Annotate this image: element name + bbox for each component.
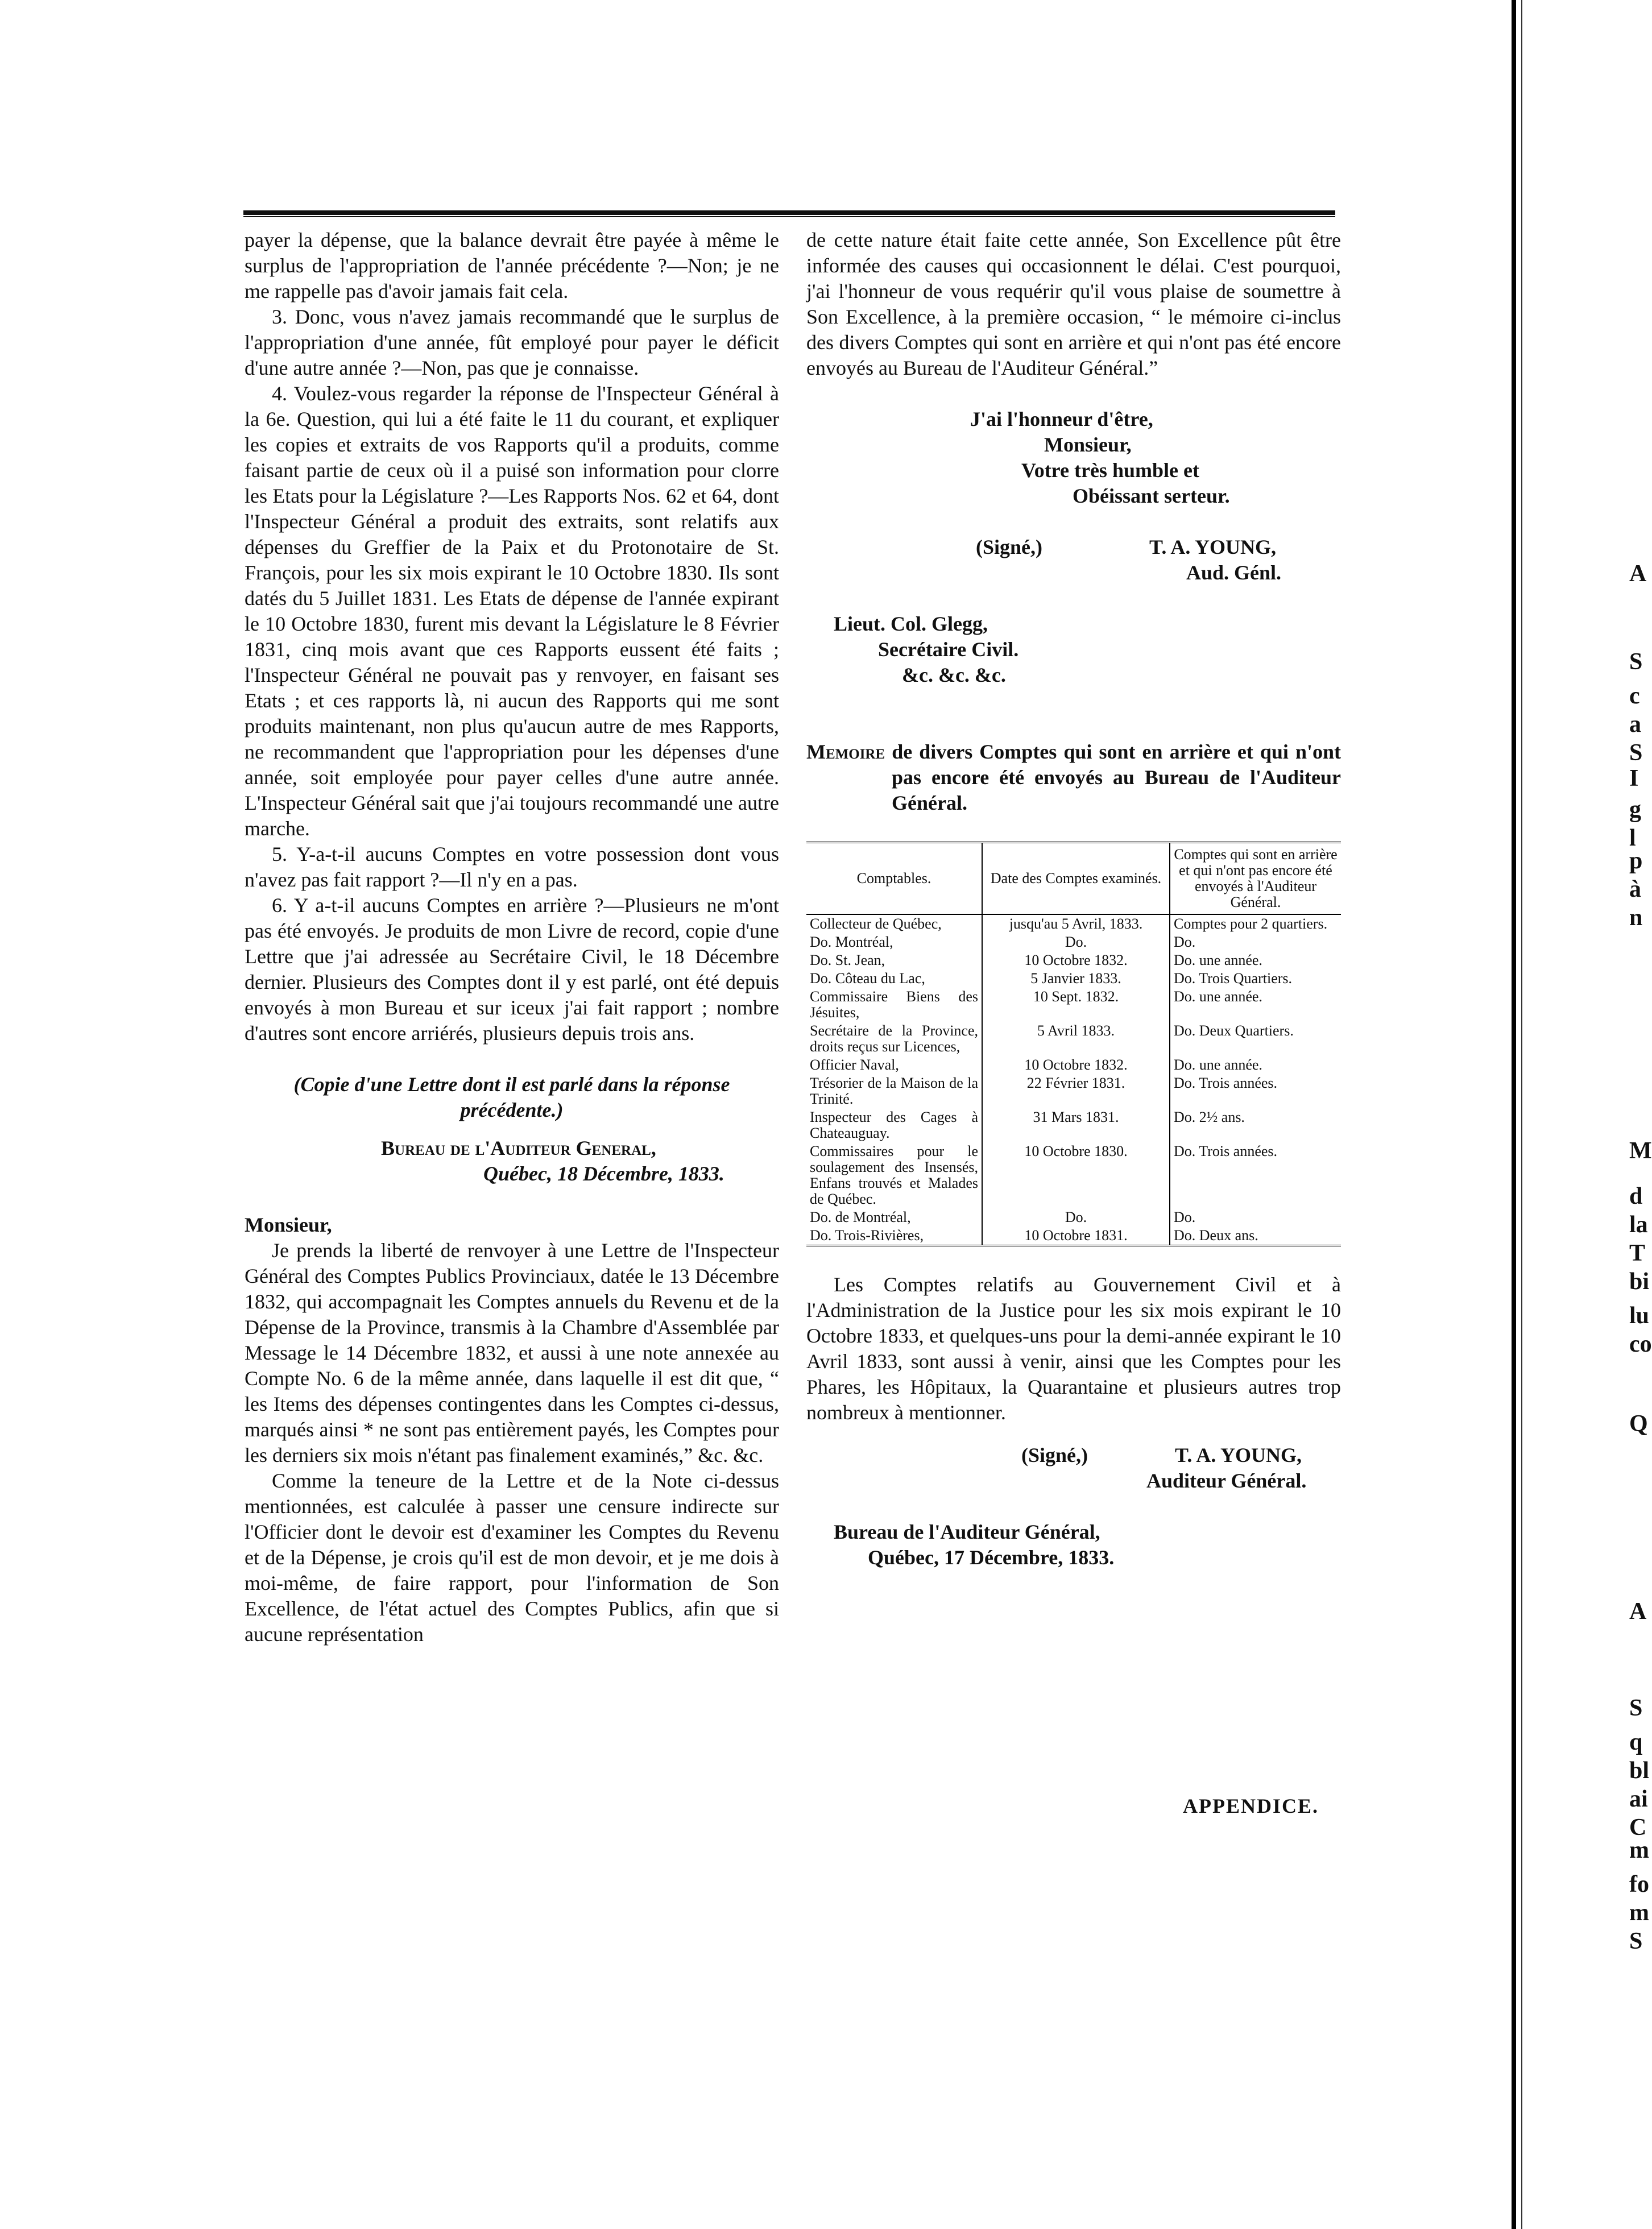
margin-fragment: bl — [1629, 1758, 1650, 1784]
margin-fragment: S — [1629, 1695, 1643, 1721]
table-cell: Do. St. Jean, — [810, 952, 885, 968]
letter-place-date: Québec, 18 Décembre, 1833. — [483, 1162, 724, 1185]
table-cell: Do. une année. — [1170, 1056, 1341, 1074]
table-cell: Do. Côteau du Lac, — [810, 970, 925, 987]
right-column — [806, 227, 1341, 1571]
table-cell: Do. une année. — [1170, 988, 1341, 1022]
letter-bureau: Bureau de l'Auditeur General, — [381, 1137, 656, 1159]
table-header: Date des Comptes examinés. — [982, 843, 1170, 915]
question-3: 3. Donc, vous n'avez jamais recommandé que le surplus de l'appropriation d'une année, fût employé pour payer le déficit d'une autre année ?—Non, pas que je connaisse. — [245, 305, 779, 379]
margin-fragment: m — [1629, 1900, 1649, 1926]
letter-paragraph-2: Comme la teneure de la Lettre et de la Note ci-dessus mentionnées, est calculée à passer une censure indirecte sur l'Officier dont le devoir est d'examiner les Comptes du Revenu et de la Dépense, je crois qu'il est de mon devoir, et je me dois à moi-même, de faire rapport, pour l'information de Son Excellence, de l'état actuel des Comptes Publics, afin que si aucune représentation — [245, 1469, 779, 1646]
letter-continuation: de cette nature était faite cette année, Son Excellence pût être informée des causes qui occasionnent le délai. C'est pourquoi, j'ai l'honneur de vous requérir qu'il vous plaise de soumettre à Son Excellence, à la première occasion, “ le mémoire ci-inclus des divers Comptes qui sont en arrière et qui n'ont pas été encore envoyés au Bureau de l'Auditeur Général.” — [806, 229, 1341, 379]
addressee: Lieut. Col. Glegg, — [834, 612, 988, 635]
memoire-heading: Memoire de divers Comptes qui sont en arrière et qui n'ont pas encore été envoyés au Bureau de l'Auditeur Général. — [806, 740, 1342, 814]
margin-fragment: ai — [1629, 1786, 1648, 1812]
table-cell: 10 Octobre 1832. — [982, 951, 1170, 970]
margin-fragment: la — [1629, 1212, 1648, 1238]
question-4: 4. Voulez-vous regarder la réponse de l'Inspecteur Général à la 6e. Question, qui lui a été faite le 11 du courant, et expliquer les copies et extraits de vos Rapports qu'il a produits, comme faisant partie de ceux où il a puisé son information pour clorre les Etats pour la Législature ?—Les Rapports Nos. 62 et 64, dont l'Inspecteur Général a produit des extraits, sont relatifs aux dépenses du Greffier de la Paix et du Protonotaire de St. François, pour les six mois expirant le 10 Octobre 1830. Ils sont datés du 5 Juillet 1831. Les Etats de dépense de l'année expirant le 10 Octobre 1830, furent mis devant la Législature le 8 Février 1831, cinq mois avant que ces Rapports eussent été faits ; l'Inspecteur Général ne pouvait pas y renvoyer, en faisant ses Etats ; et ces rapports là, ni aucun des Rapports qui me sont produits maintenant, non plus qu'aucun autre de mes Rapports, ne recommandent que l'appropriation pour les dépenses d'une année, soit employée pour payer celles d'une autre année. L'Inspecteur Général sait que j'ai toujours recommandé une autre marche. — [245, 382, 779, 840]
salutation: Monsieur, — [245, 1213, 332, 1236]
table-cell: 22 Février 1831. — [982, 1074, 1170, 1108]
signature-line: (Signé,) T. A. YOUNG, — [976, 536, 1277, 558]
table-row — [806, 1056, 1341, 1074]
table-cell: Commissaire Biens des Jésuites, — [810, 988, 978, 1021]
table-cell: Do. Deux ans. — [1170, 1227, 1341, 1246]
closing-line: Obéissant serteur. — [1073, 484, 1230, 507]
table-cell: Do. — [1170, 933, 1341, 951]
table-cell: jusqu'au 5 Avril, 1833. — [982, 914, 1170, 933]
place-date-footer: Québec, 17 Décembre, 1833. — [868, 1546, 1115, 1569]
table-row — [806, 914, 1341, 933]
table-row — [806, 933, 1341, 951]
signer-title: Aud. Génl. — [1186, 561, 1282, 584]
margin-fragment: S — [1629, 1928, 1643, 1954]
table-cell: Secrétaire de la Province, droits reçus sur Licences, — [810, 1022, 978, 1055]
table-cell: Trésorier de la Maison de la Trinité. — [810, 1075, 978, 1107]
margin-fragment: C — [1629, 1814, 1647, 1841]
table-cell: Do. — [1170, 1208, 1341, 1227]
page-edge-thin-rule — [1521, 0, 1522, 2229]
margin-fragment: Q — [1629, 1411, 1648, 1437]
margin-fragment: lu — [1629, 1303, 1650, 1329]
bureau-footer: Bureau de l'Auditeur Général, — [834, 1520, 1100, 1543]
margin-fragment: à — [1629, 876, 1641, 902]
margin-fragment: l — [1629, 825, 1636, 851]
addressee: &c. &c. &c. — [902, 664, 1006, 686]
table-cell: 10 Octobre 1830. — [982, 1142, 1170, 1208]
closing-line: Monsieur, — [1044, 433, 1132, 456]
margin-fragment: S — [1629, 649, 1643, 675]
accounts-table — [806, 842, 1341, 1246]
margin-fragment: m — [1629, 1837, 1649, 1863]
table-row — [806, 1022, 1341, 1056]
margin-fragment: q — [1629, 1729, 1643, 1755]
table-cell: Do. Deux Quartiers. — [1170, 1022, 1341, 1056]
margin-fragment: A — [1629, 1598, 1647, 1625]
table-cell: Commissaires pour le soulagement des Insensés, Enfans trouvés et Malades de Québec. — [810, 1143, 978, 1207]
table-cell: 10 Sept. 1832. — [982, 988, 1170, 1022]
table-row — [806, 988, 1341, 1022]
appendix-label: APPENDICE. — [1183, 1795, 1319, 1817]
table-cell: Do. une année. — [1170, 951, 1341, 970]
question-6: 6. Y a-t-il aucuns Comptes en arrière ?—Plusieurs ne m'ont pas été envoyés. Je produits de mon Livre de record, copie d'une Lettre que j'ai adressée au Secrétaire Civil, le 18 Décembre dernier. Plusieurs des Comptes dont il y est parlé, ont été depuis envoyés à mon Bureau et sur iceux j'ai fait rapport ; nombre d'autres sont encore arriérés, plusieurs depuis trois ans. — [245, 894, 779, 1045]
table-cell: Do. Montréal, — [810, 934, 893, 950]
table-cell: Do. Trois-Rivières, — [810, 1227, 924, 1244]
table-cell: Inspecteur des Cages à Chateauguay. — [810, 1109, 978, 1141]
table-cell: 5 Avril 1833. — [982, 1022, 1170, 1056]
table-cell: Do. Trois années. — [1170, 1074, 1341, 1108]
question-5: 5. Y-a-t-il aucuns Comptes en votre possession dont vous n'avez pas fait rapport ?—Il n'y en a pas. — [245, 843, 779, 891]
margin-fragment: a — [1629, 711, 1641, 738]
paragraph: payer la dépense, que la balance devrait être payée à même le surplus de l'appropriation de l'année précédente ?—Non; je ne me rappelle pas d'avoir jamais fait cela. — [245, 229, 779, 303]
closing-line: Votre très humble et — [1021, 459, 1199, 482]
table-row — [806, 1142, 1341, 1208]
header-rule — [243, 210, 1335, 215]
table-row — [806, 1227, 1341, 1246]
left-column — [245, 227, 779, 1647]
margin-fragment: M — [1629, 1138, 1652, 1164]
table-row — [806, 970, 1341, 988]
margin-fragment: bi — [1629, 1269, 1650, 1295]
margin-fragment: S — [1629, 740, 1643, 766]
margin-fragment: g — [1629, 797, 1641, 823]
signature-line: (Signé,) T. A. YOUNG, — [1021, 1444, 1302, 1466]
margin-fragment: A — [1629, 561, 1647, 587]
table-header: Comptables. — [806, 843, 982, 915]
table-cell: Officier Naval, — [810, 1057, 899, 1073]
page-edge-rule — [1512, 0, 1516, 2229]
table-row — [806, 1208, 1341, 1227]
header-rule-thin — [243, 216, 1335, 217]
copy-note: (Copie d'une Lettre dont il est parlé dans la réponse précédente.) — [293, 1073, 730, 1121]
table-cell: Do. de Montréal, — [810, 1209, 911, 1225]
table-cell: Do. — [982, 933, 1170, 951]
table-cell: Do. Trois Quartiers. — [1170, 970, 1341, 988]
table-header: Comptes qui sont en arrière et qui n'ont pas encore été envoyés à l'Auditeur Général. — [1170, 843, 1341, 915]
closing-paragraph: Les Comptes relatifs au Gouvernement Civil et à l'Administration de la Justice pour les six mois expirant le 10 Octobre 1833, et quelques-uns pour la demi-année expirant le 10 Avril 1833, sont aussi à venir, ainsi que les Comptes pour les Phares, les Hôpitaux, la Quarantaine et plusieurs autres trop nombreux à mentionner. — [806, 1273, 1341, 1424]
table-cell: Collecteur de Québec, — [810, 915, 942, 932]
margin-fragment: co — [1629, 1331, 1652, 1357]
signer-title: Auditeur Général. — [1146, 1469, 1307, 1492]
table-cell: Do. — [982, 1208, 1170, 1227]
table-row — [806, 1108, 1341, 1142]
table-cell: 10 Octobre 1831. — [982, 1227, 1170, 1246]
margin-fragment: T — [1629, 1240, 1646, 1266]
margin-fragment: I — [1629, 765, 1639, 792]
letter-paragraph-1: Je prends la liberté de renvoyer à une Lettre de l'Inspecteur Général des Comptes Publics Provinciaux, datée le 13 Décembre 1832, qui accompagnait les Comptes annuels du Revenu et de la Dépense de la Province, transmis à la Chambre d'Assemblée par Message le 14 Décembre 1832, et aussi à une note annexée au Compte No. 6 de la même année, dans laquelle il est dit que, “ les Items des dépenses contingentes dans les Comptes ci-dessus, marqués ainsi * ne sont pas entièrement payés, les Comptes pour les derniers six mois n'étant pas finalement examinés,” &c. &c. — [245, 1239, 779, 1466]
margin-fragment: d — [1629, 1183, 1643, 1209]
margin-fragment: fo — [1629, 1871, 1649, 1897]
table-cell: Do. Trois années. — [1170, 1142, 1341, 1208]
table-cell: Comptes pour 2 quartiers. — [1170, 914, 1341, 933]
addressee: Secrétaire Civil. — [878, 638, 1019, 661]
table-cell: 31 Mars 1831. — [982, 1108, 1170, 1142]
table-row — [806, 1074, 1341, 1108]
margin-fragment: c — [1629, 683, 1640, 709]
table-cell: 10 Octobre 1832. — [982, 1056, 1170, 1074]
table-cell: Do. 2½ ans. — [1170, 1108, 1341, 1142]
table-cell: 5 Janvier 1833. — [982, 970, 1170, 988]
table-row — [806, 951, 1341, 970]
closing-line: J'ai l'honneur d'être, — [970, 408, 1153, 430]
margin-fragment: p — [1629, 848, 1643, 874]
margin-fragment: n — [1629, 905, 1643, 931]
